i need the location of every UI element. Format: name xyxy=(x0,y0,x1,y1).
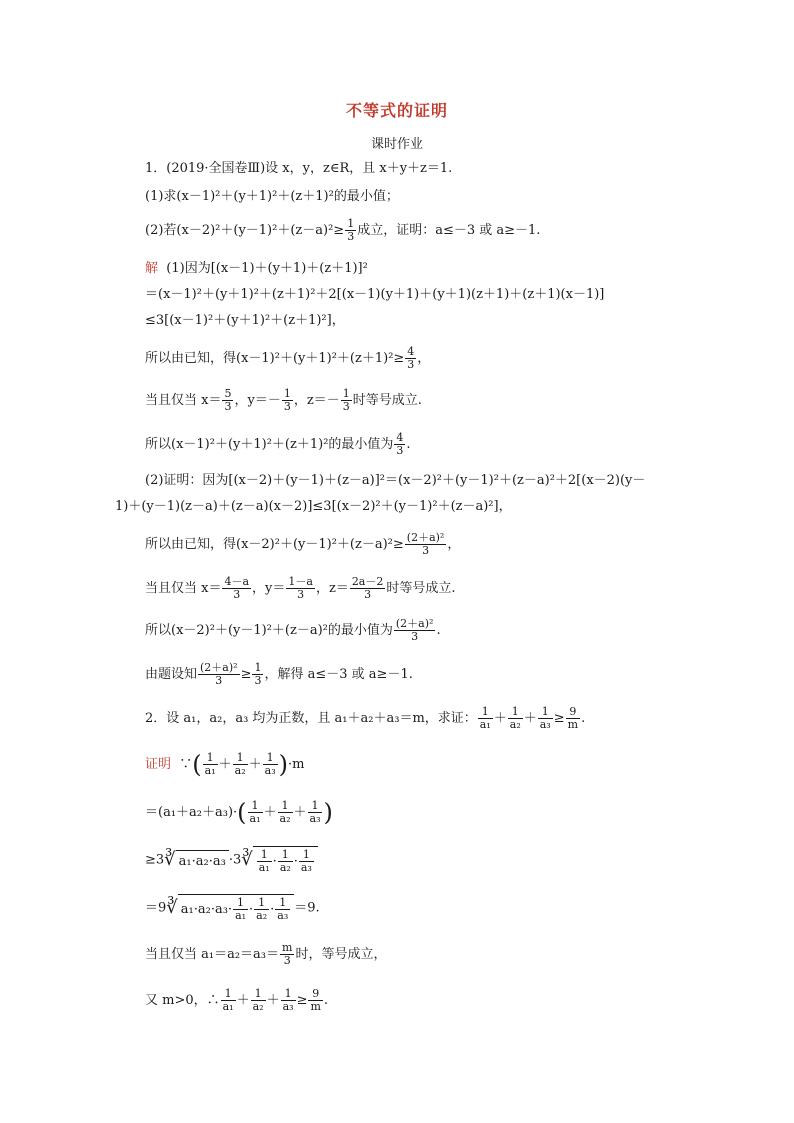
denominator: m xyxy=(310,1000,321,1013)
fraction xyxy=(222,576,251,601)
denominator: m xyxy=(567,718,579,731)
denominator: 3 xyxy=(347,230,355,243)
numerator: 1 xyxy=(347,217,355,230)
text: 所以(x－2)²＋(y－1)²＋(z－a)²的最小值为 xyxy=(145,623,393,638)
text: 时等号成立. xyxy=(386,581,456,596)
solution-2-line-3: 所以由已知，得(x－2)²＋(y－1)²＋(z－a)²≥ $\frac{\text{(2＋a)²}}{3}$ ， xyxy=(145,531,461,557)
fraction xyxy=(286,576,315,601)
fraction: $\frac{1}{\text{a₂}}$ xyxy=(509,705,521,731)
solution-1-line-5 xyxy=(145,388,422,413)
fraction xyxy=(405,532,447,557)
text: ∵ xyxy=(179,757,193,772)
text: ，y＝ xyxy=(252,581,286,596)
text: 由题设知 xyxy=(145,667,198,682)
text: 2．设 a₁，a₂，a₃ 均为正数，且 a₁＋a₂＋a₃＝m，求证： xyxy=(145,711,477,726)
denominator: 3 xyxy=(254,674,262,687)
numerator: 4 xyxy=(396,431,404,444)
proof-label: 证明 xyxy=(145,757,172,772)
numerator: 1 xyxy=(342,387,350,400)
solution-2-line-1: (2)证明：因为[(x－2)＋(y－1)＋(z－a)]²＝(x－2)²＋(y－1)²＋(z－a)²＋2[(x－2)(y－ xyxy=(145,473,646,488)
text: 当且仅当 x＝ xyxy=(145,393,222,408)
text: 所以由已知，得(x－1)²＋(y＋1)²＋(z＋1)²≥ xyxy=(145,351,405,366)
fraction xyxy=(282,388,293,413)
text: ，z＝ xyxy=(315,581,349,596)
text: 当且仅当 x＝ xyxy=(145,581,222,596)
proof-line-6: 又 m>0，∴ $\frac{1}{\text{a₁}}$ ＋ $\frac{1}{\text{a₂}}$ ＋ $\frac{1}{\text{a₃}}$ ≥ $\frac{9}{m}$ . xyxy=(145,987,329,1013)
fraction xyxy=(350,576,386,601)
text: (2)若(x－2)²＋(y－1)²＋(z－a)²≥ xyxy=(145,223,345,238)
proof-line-3: ≥3∛ a₁·a₂·a₃ ·3∛ $\frac{1}{\text{a₁}}$ · $\frac{1}{\text{a₂}}$ · $\frac{1}{\text{a₃}}$ xyxy=(145,846,318,874)
text: (1)因为[(x－1)＋(y＋1)＋(z＋1)]² xyxy=(166,261,368,276)
numerator: (2＋a)² xyxy=(395,617,434,630)
denominator: 3 xyxy=(364,588,372,601)
denominator: 3 xyxy=(411,630,419,643)
fraction xyxy=(341,388,352,413)
denominator: 3 xyxy=(422,544,430,557)
question-1-part-1: (1)求(x－1)²＋(y＋1)²＋(z＋1)²的最小值； xyxy=(145,189,399,204)
fraction xyxy=(308,988,322,1013)
numerator: m xyxy=(282,941,293,954)
numerator: 1 xyxy=(283,387,291,400)
text: 所以由已知，得(x－2)²＋(y－1)²＋(z－a)²≥ xyxy=(145,537,404,552)
text: 又 m>0，∴ xyxy=(145,993,220,1008)
question-2: 2．设 a₁，a₂，a₃ 均为正数，且 a₁＋a₂＋a₃＝m，求证： $\frac{1}{\text{a₁}}$ ＋ $\frac{1}{\text{a₂}}$ ＋ $\frac{1}{\text{a₃}}$ ≥ $\frac{9}{m}$ . xyxy=(145,705,586,731)
solution-1-line-6: 所以(x－1)²＋(y＋1)²＋(z＋1)²的最小值为 $\frac{4}{3}$ . xyxy=(145,431,411,457)
text: ≥3 xyxy=(145,852,165,868)
text: 成立，证明：a≤－3 或 a≥－1. xyxy=(357,223,541,238)
proof-line-1: 证明 ∵( $\frac{1}{\text{a₁}}$ ＋ $\frac{1}{\text{a₂}}$ ＋ $\frac{1}{\text{a₃}}$ )·m xyxy=(145,750,305,779)
numerator: 9 xyxy=(566,706,580,719)
fraction xyxy=(198,662,240,687)
numerator: (2＋a)² xyxy=(200,661,238,674)
numerator: 4－a xyxy=(224,575,250,588)
denominator: 3 xyxy=(224,400,232,413)
fraction: $\frac{1}{\text{a₁}}$ xyxy=(479,705,491,731)
fraction xyxy=(394,618,436,643)
fraction xyxy=(405,346,416,371)
text: ＝9 xyxy=(145,900,167,916)
proof-line-5 xyxy=(145,942,386,967)
fraction xyxy=(345,218,356,243)
solution-2-line-5: 所以(x－2)²＋(y－1)²＋(z－a)²的最小值为 $\frac{\text{(2＋a)²}}{3}$ . xyxy=(145,617,441,643)
solution-1-line-4: 所以由已知，得(x－1)²＋(y＋1)²＋(z＋1)²≥ $\frac{4}{3}$ ， xyxy=(145,345,431,371)
solution-label: 解 xyxy=(145,261,159,276)
solution-2-line-6 xyxy=(145,662,413,687)
text: 时等号成立. xyxy=(352,393,422,408)
numerator: 9 xyxy=(308,988,322,1001)
fraction xyxy=(280,942,294,967)
numerator: 1－a xyxy=(288,575,313,588)
text: ≥ xyxy=(240,667,252,682)
fraction: $\frac{1}{\text{a₃}}$ xyxy=(539,705,551,731)
denominator: 3 xyxy=(233,588,241,601)
proof-line-2: ＝(a₁＋a₂＋a₃)·( $\frac{1}{\text{a₁}}$ ＋ $\frac{1}{\text{a₂}}$ ＋ $\frac{1}{\text{a₃}}$ ) xyxy=(145,798,333,827)
denominator: 3 xyxy=(342,400,350,413)
denominator: 3 xyxy=(215,674,223,687)
denominator: 3 xyxy=(297,588,305,601)
text: ，解得 a≤－3 或 a≥－1. xyxy=(264,667,413,682)
solution-1-line-3: ≤3[(x－1)²＋(y＋1)²＋(z＋1)²]， xyxy=(145,313,345,328)
numerator: 4 xyxy=(407,345,415,358)
denominator: 3 xyxy=(407,358,415,371)
denominator: 3 xyxy=(396,444,404,457)
text: ＝(a₁＋a₂＋a₃)· xyxy=(145,805,238,820)
text: 当且仅当 a₁＝a₂＝a₃＝ xyxy=(145,947,280,962)
denominator: 3 xyxy=(283,400,291,413)
numerator: 1 xyxy=(254,661,262,674)
numerator: 2a－2 xyxy=(351,575,384,588)
fraction xyxy=(394,432,405,457)
fraction xyxy=(222,388,233,413)
page-subtitle: 课时作业 xyxy=(370,137,423,152)
text: ，y＝－ xyxy=(234,393,281,408)
question-1: 1．(2019·全国卷Ⅲ)设 x，y，z∈R，且 x＋y＋z＝1. xyxy=(145,161,453,176)
page-title: 不等式的证明 xyxy=(345,101,448,120)
question-1-part-2 xyxy=(145,218,540,243)
fraction xyxy=(566,706,580,731)
solution-2-line-2: 1)＋(y－1)(z－a)＋(z－a)(x－2)]≤3[(x－2)²＋(y－1)²＋(z－a)²]， xyxy=(115,499,512,514)
text: 所以(x－1)²＋(y＋1)²＋(z＋1)²的最小值为 xyxy=(145,437,394,452)
solution-1-line-1 xyxy=(145,260,368,278)
proof-line-4: ＝9∛ a₁·a₂·a₃· $\frac{1}{\text{a₁}}$ · $\frac{1}{\text{a₂}}$ · $\frac{1}{\text{a₃}}$ ＝9. xyxy=(145,896,320,922)
solution-2-line-4 xyxy=(145,576,456,601)
text: ，z＝－ xyxy=(293,393,340,408)
numerator: (2＋a)² xyxy=(406,531,445,544)
text: 时，等号成立， xyxy=(295,947,387,962)
fraction xyxy=(252,662,263,687)
denominator: 3 xyxy=(283,954,291,967)
numerator: 5 xyxy=(224,387,232,400)
solution-1-line-2: ＝(x－1)²＋(y＋1)²＋(z＋1)²＋2[(x－1)(y＋1)＋(y＋1)(z＋1)＋(z＋1)(x－1)] xyxy=(145,287,605,302)
